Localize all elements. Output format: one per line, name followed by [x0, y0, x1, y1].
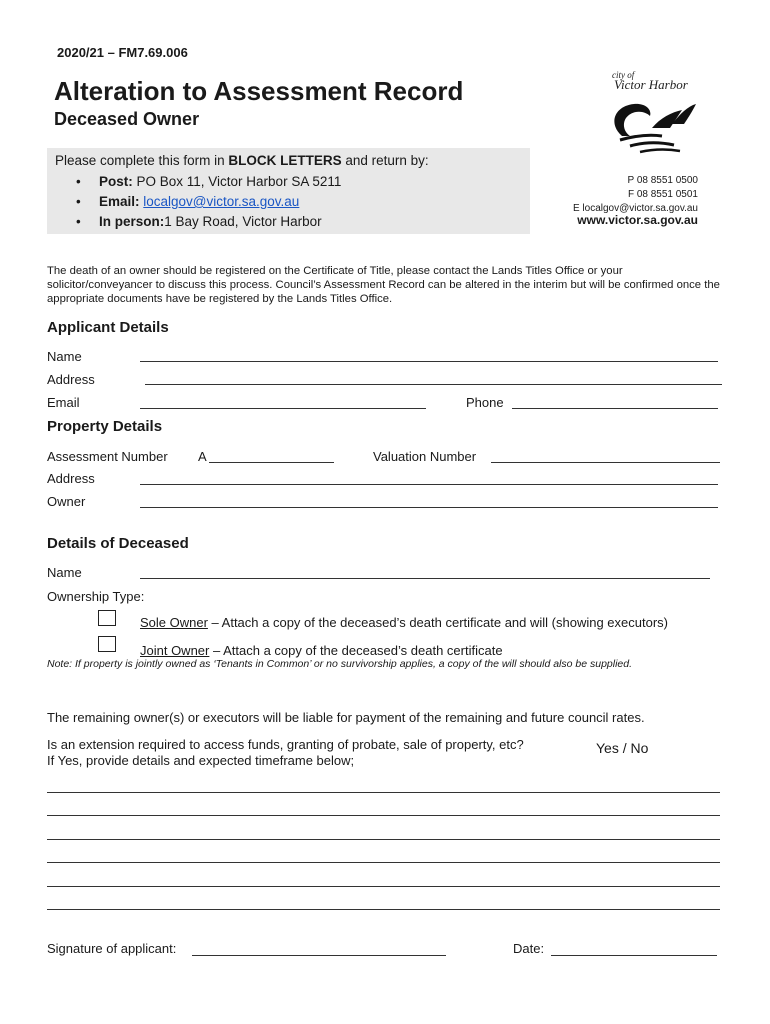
joint-owner-checkbox[interactable]	[98, 636, 116, 652]
instructions-lead: Please complete this form in BLOCK LETTERS and return by:	[55, 153, 429, 168]
applicant-phone-field[interactable]	[512, 408, 718, 409]
return-method-in-person: • In person:1 Bay Road, Victor Harbor	[76, 214, 322, 229]
property-owner-field[interactable]	[140, 507, 718, 508]
logo-city-of: city of	[612, 70, 635, 80]
property-address-label: Address	[47, 471, 95, 486]
deceased-details-heading: Details of Deceased	[47, 535, 189, 552]
contact-block	[573, 174, 698, 216]
applicant-name-field[interactable]	[140, 361, 718, 362]
valuation-number-field[interactable]	[491, 462, 720, 463]
extension-followup: If Yes, provide details and expected timeframe below;	[47, 753, 355, 768]
details-line[interactable]	[47, 862, 720, 863]
ownership-type-label: Ownership Type:	[47, 589, 145, 604]
applicant-name-label: Name	[47, 349, 82, 364]
deceased-name-label: Name	[47, 565, 82, 580]
applicant-email-label: Email	[47, 395, 80, 410]
contact-fax: F 08 8551 0501	[627, 189, 698, 200]
details-line[interactable]	[47, 815, 720, 816]
deceased-name-field[interactable]	[140, 578, 710, 579]
details-line[interactable]	[47, 909, 720, 910]
applicant-email-field[interactable]	[140, 408, 426, 409]
valuation-number-label: Valuation Number	[373, 449, 477, 464]
form-title: Alteration to Assessment Record	[54, 76, 464, 106]
details-line[interactable]	[47, 839, 720, 840]
joint-owner-option: Joint Owner – Attach a copy of the deceased’s death certificate	[140, 643, 503, 658]
contact-email: E localgov@victor.sa.gov.au	[572, 203, 698, 214]
applicant-address-field[interactable]	[145, 384, 722, 385]
return-methods-list	[47, 172, 341, 232]
council-logo	[600, 66, 710, 166]
assessment-number-label: Assessment Number	[47, 449, 168, 464]
return-method-post: • Post: PO Box 11, Victor Harbor SA 5211	[76, 174, 342, 189]
logo-name: Victor Harbor	[614, 77, 688, 92]
yes-no-option[interactable]: Yes / No	[596, 740, 649, 756]
date-field[interactable]	[551, 955, 717, 956]
contact-website: www.victor.sa.gov.au	[577, 213, 698, 227]
date-label: Date:	[513, 941, 545, 956]
joint-ownership-note: Note: If property is jointly owned as ‘Tenants in Common’ or no survivorship applies, a copy of the will should also be supplied.	[47, 658, 633, 670]
form-subtitle: Deceased Owner	[54, 109, 200, 129]
property-address-field[interactable]	[140, 484, 718, 485]
sole-owner-checkbox[interactable]	[98, 610, 116, 626]
form-code: 2020/21 – FM7.69.006	[57, 45, 188, 60]
contact-phone: P 08 8551 0500	[627, 175, 698, 186]
return-method-email: • Email: localgov@victor.sa.gov.au	[76, 194, 300, 209]
extension-question: Is an extension required to access funds, granting of probate, sale of property, etc?	[47, 737, 524, 752]
instructions-box	[47, 148, 530, 234]
email-link[interactable]: localgov@victor.sa.gov.au	[143, 194, 300, 209]
signature-field[interactable]	[192, 955, 446, 956]
joint-owner-label: Joint Owner	[140, 643, 210, 658]
property-details-heading: Property Details	[47, 418, 163, 435]
assessment-number-field[interactable]	[209, 462, 334, 463]
liability-statement: The remaining owner(s) or executors will be liable for payment of the remaining and future council rates.	[47, 710, 645, 725]
details-line[interactable]	[47, 886, 720, 887]
assessment-prefix: A	[198, 449, 207, 464]
signature-label: Signature of applicant:	[47, 941, 177, 956]
applicant-details-heading: Applicant Details	[47, 319, 169, 336]
sole-owner-label: Sole Owner	[140, 615, 208, 630]
property-owner-label: Owner	[47, 494, 86, 509]
intro-paragraph: The death of an owner should be registered on the Certificate of Title, please contact the Lands Titles Office or your solicitor/conveyancer to discuss this process. Council’s Assessment Record can be altered in the interim but will be confirmed once the appropriate documents have be registered by the Lands Titles Office.	[47, 265, 720, 305]
applicant-address-label: Address	[47, 372, 95, 387]
applicant-phone-label: Phone	[466, 395, 504, 410]
sole-owner-option: Sole Owner – Attach a copy of the deceased’s death certificate and will (showing executors)	[140, 615, 668, 630]
details-line[interactable]	[47, 792, 720, 793]
